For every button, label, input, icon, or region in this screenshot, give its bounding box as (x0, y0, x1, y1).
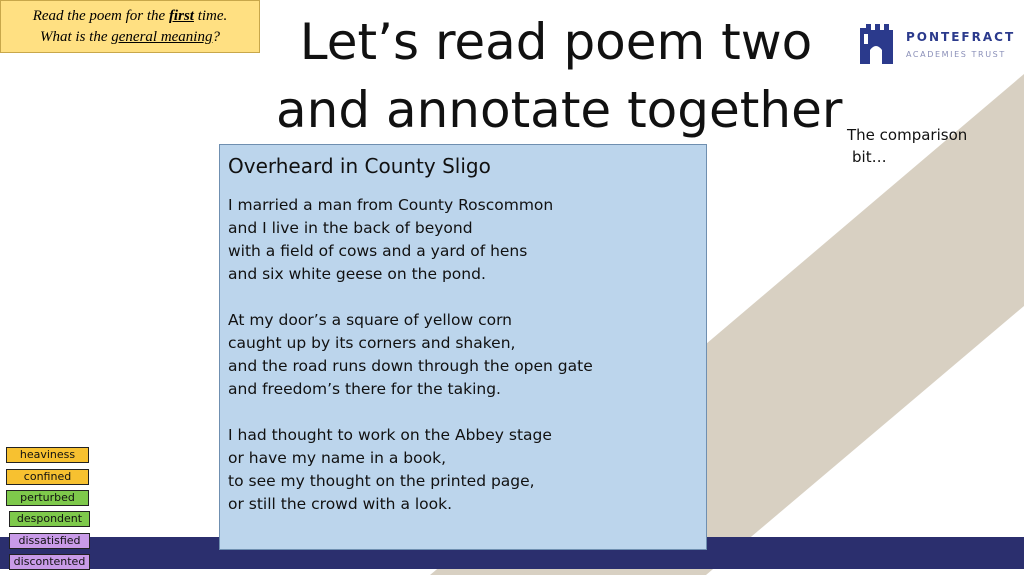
instruction-emphasis-general-meaning: general meaning (111, 29, 213, 45)
logo-name: PONTEFRACT (906, 30, 1016, 44)
poem-line: and I live in the back of beyond (228, 219, 473, 237)
logo (852, 18, 1016, 68)
comparison-note-line-1: The comparison (847, 126, 968, 144)
poem-line: I had thought to work on the Abbey stage (228, 426, 552, 444)
poem-stanza-3 (228, 424, 698, 516)
poem-line: or still the crowd with a look. (228, 495, 453, 513)
page-title-line-2: and annotate together (276, 81, 843, 139)
poem-line: with a field of cows and a yard of hens (228, 242, 528, 260)
castle-tower-icon (856, 20, 898, 66)
instruction-box (0, 0, 260, 53)
instruction-emphasis-first: first (168, 8, 194, 24)
page-title-line-1: Let’s read poem two (299, 13, 813, 71)
word-tag-discontented[interactable]: discontented (9, 554, 90, 570)
poem-line: and six white geese on the pond. (228, 265, 486, 283)
instruction-line-1: Read the poem for the first time. (32, 8, 228, 24)
word-tag-confined[interactable]: confined (6, 469, 89, 485)
poem-stanza-2 (228, 309, 698, 401)
word-tag-perturbed[interactable]: perturbed (6, 490, 89, 506)
poem-line: or have my name in a book, (228, 449, 447, 467)
poem-line: I married a man from County Roscommon (228, 196, 554, 214)
poem-title: Overheard in County Sligo (228, 154, 491, 178)
poem-stanza-1 (228, 194, 698, 286)
comparison-note (847, 124, 1007, 168)
poem-line: caught up by its corners and shaken, (228, 334, 516, 352)
page-title (276, 8, 843, 144)
poem-line: At my door’s a square of yellow corn (228, 311, 513, 329)
instruction-line-2: What is the general meaning? (40, 29, 220, 45)
logo-subtitle: ACADEMIES TRUST (906, 50, 1006, 59)
poem-box (219, 144, 707, 550)
word-tag-despondent[interactable]: despondent (9, 511, 90, 527)
poem-line: and freedom’s there for the taking. (228, 380, 501, 398)
word-tag-heaviness[interactable]: heaviness (6, 447, 89, 463)
comparison-note-line-2: bit… (852, 148, 887, 166)
poem-line: to see my thought on the printed page, (228, 472, 535, 490)
poem-line: and the road runs down through the open gate (228, 357, 593, 375)
word-tag-dissatisfied[interactable]: dissatisfied (9, 533, 90, 549)
